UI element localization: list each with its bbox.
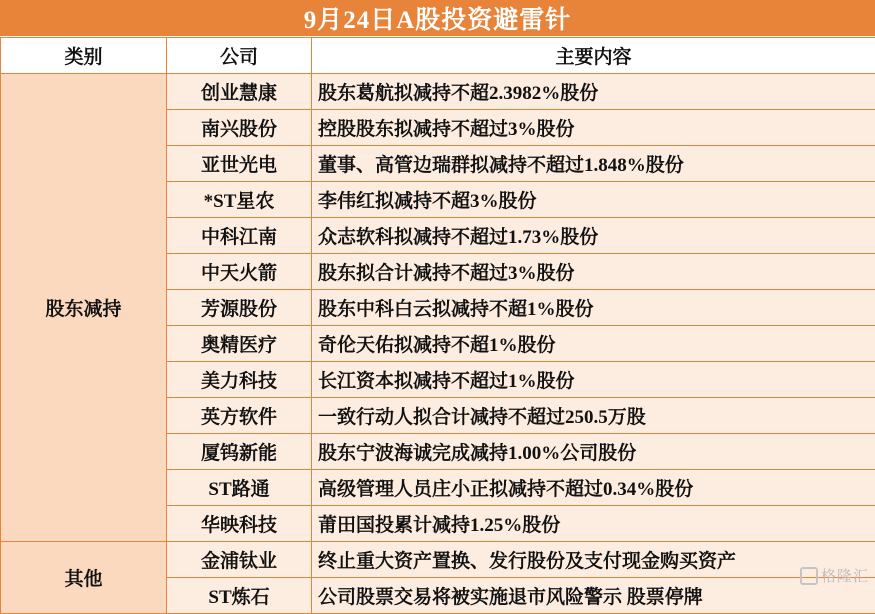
content-cell: 终止重大资产置换、发行股份及支付现金购买资产 bbox=[312, 542, 875, 578]
company-cell: 奥精医疗 bbox=[167, 326, 312, 362]
company-cell: 中科江南 bbox=[167, 218, 312, 254]
content-cell: 长江资本拟减持不超过1%股份 bbox=[312, 362, 875, 398]
content-cell: 公司股票交易将被实施退市风险警示 股票停牌 bbox=[312, 578, 875, 614]
company-cell: 芳源股份 bbox=[167, 290, 312, 326]
company-cell: 金浦钛业 bbox=[167, 542, 312, 578]
column-header-content: 主要内容 bbox=[312, 38, 875, 74]
content-cell: 股东宁波海诚完成减持1.00%公司股份 bbox=[312, 434, 875, 470]
content-cell: 众志软科拟减持不超过1.73%股份 bbox=[312, 218, 875, 254]
content-cell: 莆田国投累计减持1.25%股份 bbox=[312, 506, 875, 542]
watermark bbox=[800, 565, 869, 586]
company-cell: *ST星农 bbox=[167, 182, 312, 218]
company-cell: ST炼石 bbox=[167, 578, 312, 614]
table-body bbox=[1, 74, 875, 614]
table-header bbox=[1, 38, 875, 74]
table-row bbox=[1, 542, 875, 578]
content-cell: 股东拟合计减持不超过3%股份 bbox=[312, 254, 875, 290]
company-cell: 英方软件 bbox=[167, 398, 312, 434]
table-row bbox=[1, 74, 875, 110]
content-cell: 一致行动人拟合计减持不超过250.5万股 bbox=[312, 398, 875, 434]
page-title: 9月24日A股投资避雷针 bbox=[0, 0, 875, 37]
company-cell: 华映科技 bbox=[167, 506, 312, 542]
company-cell: 创业慧康 bbox=[167, 74, 312, 110]
content-cell: 高级管理人员庄小正拟减持不超过0.34%股份 bbox=[312, 470, 875, 506]
watermark-logo-icon bbox=[800, 567, 818, 585]
company-cell: 美力科技 bbox=[167, 362, 312, 398]
category-cell-shareholder-reduction: 股东减持 bbox=[1, 74, 167, 542]
content-cell: 董事、高管边瑞群拟减持不超过1.848%股份 bbox=[312, 146, 875, 182]
company-cell: ST路通 bbox=[167, 470, 312, 506]
notice-table bbox=[0, 37, 875, 614]
header-row bbox=[1, 38, 875, 74]
company-cell: 中天火箭 bbox=[167, 254, 312, 290]
content-cell: 股东葛航拟减持不超2.3982%股份 bbox=[312, 74, 875, 110]
content-cell: 控股股东拟减持不超过3%股份 bbox=[312, 110, 875, 146]
content-cell: 股东中科白云拟减持不超1%股份 bbox=[312, 290, 875, 326]
company-cell: 南兴股份 bbox=[167, 110, 312, 146]
column-header-company: 公司 bbox=[167, 38, 312, 74]
company-cell: 厦钨新能 bbox=[167, 434, 312, 470]
column-header-category: 类别 bbox=[1, 38, 167, 74]
content-cell: 奇伦天佑拟减持不超1%股份 bbox=[312, 326, 875, 362]
category-cell-other: 其他 bbox=[1, 542, 167, 614]
watermark-label: 格隆汇 bbox=[821, 565, 869, 586]
company-cell: 亚世光电 bbox=[167, 146, 312, 182]
content-cell: 李伟红拟减持不超3%股份 bbox=[312, 182, 875, 218]
